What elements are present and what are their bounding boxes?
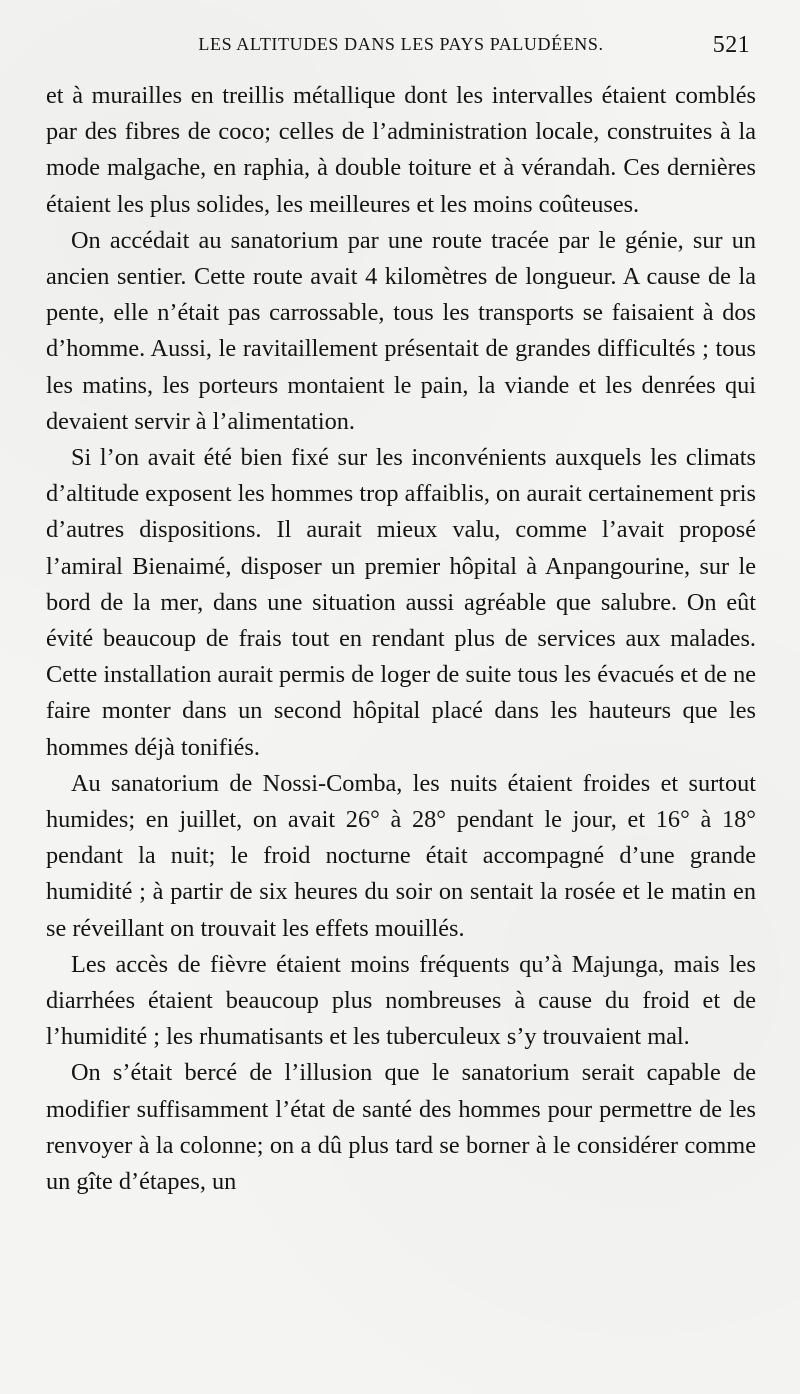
page-body (46, 78, 756, 1200)
page-number: 521 (712, 32, 750, 58)
paragraph-continuation: et à murailles en treillis métallique dont les intervalles étaient comblés par des fibres de coco; celles de l’administration locale, construites à la mode malgache, en raphia, à double toiture et à vérandah. Ces dernières étaient les plus solides, les meilleures et les moins coûteuses. (46, 82, 756, 218)
running-header (46, 34, 756, 64)
running-title: LES ALTITUDES DANS LES PAYS PALUDÉENS. (198, 34, 604, 54)
paragraph-route: On accédait au sanatorium par une route tracée par le génie, sur un ancien sentier. Cette route avait 4 kilomètres de longueur. A cause de la pente, elle n’était pas carrossable, tous les transports se faisaient à dos d’homme. Aussi, le ravitaillement présentait de grandes difficultés ; tous les matins, les porteurs montaient le pain, la viande et les denrées qui devaient servir à l’alimentation. (46, 226, 756, 435)
paragraph-fevers: Les accès de fièvre étaient moins fréquents qu’à Majunga, mais les diarrhées étaient beaucoup plus nombreuses à cause du froid et de l’humidité ; les rhumatisants et les tuberculeux s’y trouvaient mal. (46, 950, 756, 1051)
paragraph-dispositions: Si l’on avait été bien fixé sur les inconvénients auxquels les climats d’altitude exposent les hommes trop affaiblis, on aurait certainement pris d’autres dispositions. Il aurait mieux valu, comme l’avait proposé l’amiral Bienaimé, disposer un premier hôpital à Anpangourine, sur le bord de la mer, dans une situation aussi agréable que salubre. On eût évité beaucoup de frais tout en rendant plus de services aux malades. Cette installation aurait permis de loger de suite tous les évacués et de ne faire monter dans un second hôpital placé dans les hauteurs que les hommes déjà tonifiés. (46, 444, 756, 761)
paragraph-illusion: On s’était bercé de l’illusion que le sanatorium serait capable de modifier suffisamment l’état de santé des hommes pour permettre de les renvoyer à la colonne; on a dû plus tard se borner à le considérer comme un gîte d’étapes, un (46, 1059, 756, 1196)
paragraph-climate: Au sanatorium de Nossi-Comba, les nuits étaient froides et surtout humides; en juillet, on avait 26° à 28° pendant le jour, et 16° à 18° pendant la nuit; le froid nocturne était accompagné d’une grande humidité ; à partir de six heures du soir on sentait la rosée et le matin en se réveillant on trouvait les effets mouillés. (46, 769, 756, 942)
